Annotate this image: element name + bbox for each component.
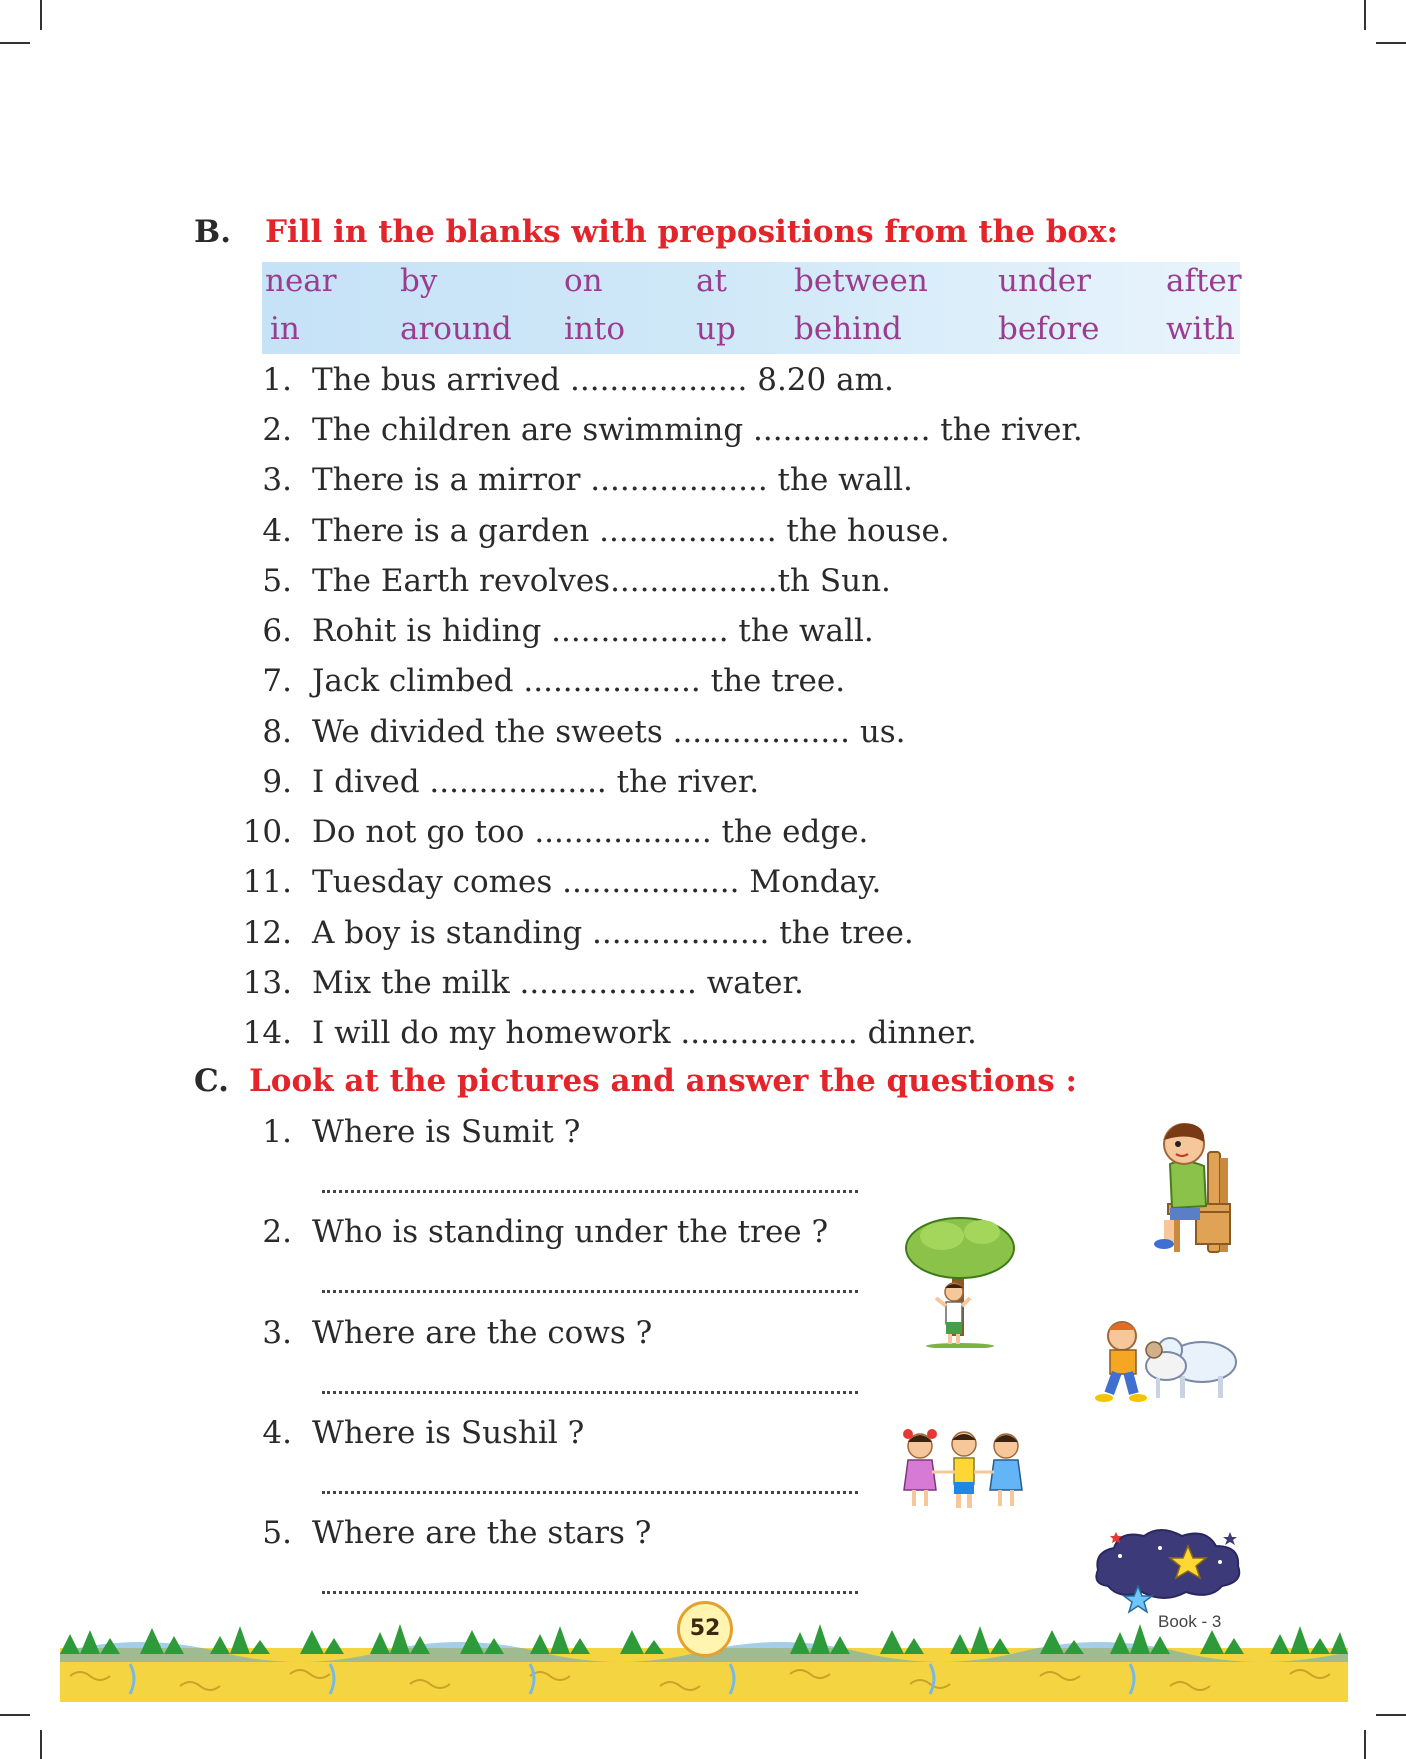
- blank-item: [240, 559, 891, 603]
- question-number: 5.: [262, 1515, 292, 1551]
- box-word: with: [1166, 311, 1235, 347]
- crop-mark: [0, 1714, 30, 1716]
- box-word: at: [696, 263, 727, 299]
- boy-on-chair-illustration: [1148, 1118, 1244, 1256]
- item-number: 14.: [242, 1015, 292, 1051]
- blank-item: [240, 860, 881, 904]
- box-word: behind: [794, 311, 902, 347]
- item-text: Rohit is hiding .................. the wall.: [312, 613, 874, 649]
- box-word: between: [794, 263, 928, 299]
- question-text: Who is standing under the tree ?: [312, 1214, 829, 1250]
- question-text: Where are the cows ?: [312, 1315, 653, 1351]
- item-text: There is a mirror .................. the wall.: [312, 462, 913, 498]
- blank-item: [240, 810, 868, 854]
- item-text: I dived .................. the river.: [312, 764, 760, 800]
- crop-mark: [1376, 42, 1406, 44]
- question-item: [240, 1411, 584, 1455]
- item-text: We divided the sweets .................. us.: [312, 714, 906, 750]
- item-number: 11.: [242, 864, 292, 900]
- three-children-illustration: [898, 1428, 1030, 1512]
- section-b-letter: B.: [194, 214, 231, 250]
- blank-item: [240, 609, 874, 653]
- question-number: 3.: [262, 1315, 292, 1351]
- question-text: Where is Sumit ?: [312, 1114, 581, 1150]
- blank-item: [240, 509, 950, 553]
- question-number: 1.: [262, 1114, 292, 1150]
- item-text: Tuesday comes .................. Monday.: [312, 864, 882, 900]
- crop-mark: [40, 1730, 42, 1759]
- item-number: 7.: [262, 663, 292, 699]
- item-number: 8.: [262, 714, 292, 750]
- box-word: up: [696, 311, 736, 347]
- section-c-title: Look at the pictures and answer the questions :: [249, 1063, 1077, 1099]
- answer-line[interactable]: [322, 1391, 858, 1394]
- blank-item: [240, 358, 894, 402]
- crop-mark: [40, 0, 42, 30]
- blank-item: [240, 961, 804, 1005]
- answer-line[interactable]: [322, 1290, 858, 1293]
- item-number: 5.: [262, 563, 292, 599]
- box-word: around: [400, 311, 512, 347]
- section-c-letter: C.: [194, 1063, 229, 1099]
- tree-with-boy-illustration: [902, 1212, 1020, 1348]
- blank-item: [240, 911, 914, 955]
- item-text: Mix the milk .................. water.: [312, 965, 804, 1001]
- item-number: 4.: [262, 513, 292, 549]
- item-number: 1.: [262, 362, 292, 398]
- item-number: 9.: [262, 764, 292, 800]
- box-word: on: [564, 263, 603, 299]
- question-number: 4.: [262, 1415, 292, 1451]
- question-number: 2.: [262, 1214, 292, 1250]
- crop-mark: [1364, 1730, 1366, 1759]
- item-number: 10.: [242, 814, 292, 850]
- section-b-title: Fill in the blanks with prepositions from the box:: [265, 214, 1118, 250]
- item-text: There is a garden .................. the house.: [312, 513, 950, 549]
- box-word: near: [265, 263, 337, 299]
- item-text: The Earth revolves.................th Sun.: [312, 563, 891, 599]
- crop-mark: [1364, 0, 1366, 30]
- box-word: in: [270, 311, 300, 347]
- blank-item: [240, 1011, 977, 1055]
- crop-mark: [0, 42, 30, 44]
- item-number: 2.: [262, 412, 292, 448]
- box-word: before: [998, 311, 1100, 347]
- box-word: into: [564, 311, 626, 347]
- book-label: Book - 3: [1158, 1612, 1222, 1631]
- item-number: 6.: [262, 613, 292, 649]
- box-word: under: [998, 263, 1091, 299]
- crop-mark: [1376, 1714, 1406, 1716]
- question-item: [240, 1311, 652, 1355]
- blank-item: [240, 659, 845, 703]
- blank-item: [240, 760, 759, 804]
- item-number: 3.: [262, 462, 292, 498]
- question-text: Where are the stars ?: [312, 1515, 652, 1551]
- stars-in-cloud-illustration: [1090, 1526, 1250, 1616]
- item-text: Jack climbed .................. the tree.: [312, 663, 846, 699]
- item-text: I will do my homework .................. dinner.: [312, 1015, 977, 1051]
- blank-item: [240, 458, 913, 502]
- answer-line[interactable]: [322, 1491, 858, 1494]
- answer-line[interactable]: [322, 1190, 858, 1193]
- answer-line[interactable]: [322, 1591, 858, 1594]
- question-item: [240, 1110, 580, 1154]
- blank-item: [240, 408, 1083, 452]
- blank-item: [240, 710, 906, 754]
- item-number: 13.: [242, 965, 292, 1001]
- item-text: The bus arrived .................. 8.20 am.: [312, 362, 894, 398]
- item-text: The children are swimming .................. the river.: [312, 412, 1083, 448]
- box-word: by: [400, 263, 438, 299]
- man-with-cows-illustration: [1094, 1316, 1246, 1406]
- question-text: Where is Sushil ?: [312, 1415, 585, 1451]
- question-item: [240, 1511, 651, 1555]
- item-number: 12.: [242, 915, 292, 951]
- box-word: after: [1166, 263, 1242, 299]
- question-item: [240, 1210, 828, 1254]
- item-text: Do not go too .................. the edge.: [312, 814, 869, 850]
- page-number: 52: [677, 1601, 733, 1657]
- item-text: A boy is standing .................. the tree.: [312, 915, 914, 951]
